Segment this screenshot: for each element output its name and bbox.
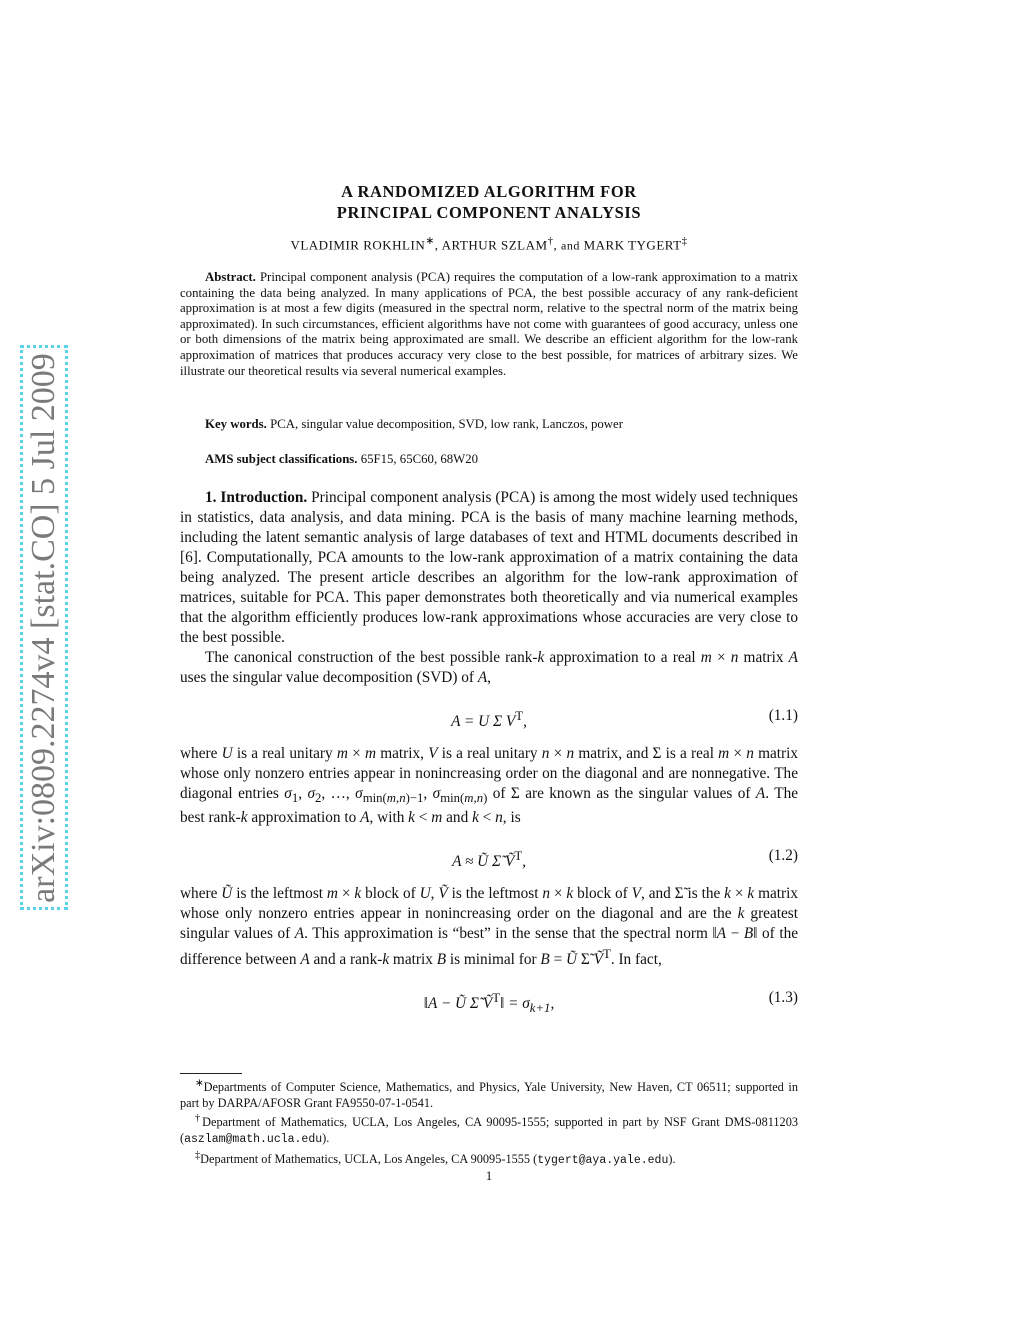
- author-2-mark: †: [547, 235, 554, 247]
- keywords: [205, 417, 623, 432]
- footnote-2-end: ).: [322, 1131, 330, 1146]
- footnote-3-text: Department of Mathematics, UCLA, Los Angeles, CA 90095-1555 (: [200, 1152, 538, 1167]
- intro-paragraph-2: The canonical construction of the best possible rank-k approximation to a real m × n matrix A uses the singular value decomposition (SVD) of A,: [180, 649, 798, 686]
- abstract: [180, 270, 798, 379]
- equation-1-1: [180, 696, 798, 736]
- ams-text: 65F15, 65C60, 68W20: [360, 452, 479, 466]
- footnote-2-text: Department of Mathematics, UCLA, Los Angeles, CA 90095-1555; supported in part by NSF Grant DMS-0811203 (: [180, 1115, 799, 1146]
- title-line-2: PRINCIPAL COMPONENT ANALYSIS: [336, 203, 642, 222]
- paper-title: [180, 181, 798, 223]
- footnote-3: [180, 1148, 798, 1169]
- equation-1-3: [180, 978, 798, 1018]
- author-3: MARK TYGERT: [583, 237, 682, 253]
- main-text: [180, 488, 798, 1026]
- footnote-1: [180, 1076, 798, 1111]
- equation-1-2-body: A ≈ Ũ Σ̃ Ṽ$^T$,: [452, 849, 526, 871]
- footnote-2-email[interactable]: aszlam@math.ucla.edu: [184, 1133, 323, 1147]
- intro-paragraph-1: [180, 488, 798, 648]
- equation-1-3-body: ‖A − Ũ Σ̃ Ṽ$^T$‖ = $\sigma_{k+1}$,: [423, 991, 555, 1016]
- author-1-mark: ∗: [425, 235, 435, 247]
- footnote-3-mark: ‡: [195, 1150, 201, 1162]
- author-2: ARTHUR SZLAM: [441, 237, 548, 253]
- footnote-2-mark: †: [195, 1113, 203, 1125]
- author-1: VLADIMIR ROKHLIN: [290, 237, 426, 253]
- keywords-text: PCA, singular value decomposition, SVD, low rank, Lanczos, power: [270, 417, 623, 431]
- title-line-1: A RANDOMIZED ALGORITHM FOR: [341, 182, 637, 201]
- paragraph-best-approx: where Ũ is the leftmost m × k block of U, Ṽ is the leftmost n × k block of V, and Σ̃ is the k × k matrix whose only nonzero entries appear in nonincreasing order on the diagonal and are the k greatest singular values of A. This approximation is “best” in the sense that the spectral norm ‖A − B‖ of the difference between A and a rank-k matrix B is minimal for B = Ũ Σ̃ Ṽ$^T$. In fact,: [180, 885, 799, 969]
- equation-1-3-number: (1.3): [768, 989, 798, 1007]
- equation-1-1-body: A = U Σ $V^T$,: [451, 709, 527, 731]
- equation-1-1-number: (1.1): [768, 707, 798, 724]
- intro-p1-text: Principal component analysis (PCA) is among the most widely used techniques in statistics, data analysis, and data mining. PCA is the basis of many machine learning methods, including the latent semantic analysis of large databases of text and HTML documents described in [6]. Computationally, PCA amounts to the low-rank approximation of a matrix containing the data being analyzed. The present article describes an algorithm for the low-rank approximation of matrices, suitable for PCA. This paper demonstrates both theoretically and via numerical examples that the algorithm efficiently produces low-rank approximations whose accuracies are very close to the best possible.: [180, 489, 798, 646]
- section-heading: 1. Introduction.: [205, 489, 308, 506]
- footnote-1-text: Departments of Computer Science, Mathematics, and Physics, Yale University, New Haven, CT 06511; supported in part by DARPA/AFOSR Grant FA9550-07-1-0541.: [180, 1080, 798, 1111]
- keywords-label: Key words.: [205, 417, 267, 431]
- arxiv-id: arXiv:0809.2274v4 [stat.CO] 5 Jul 2009: [25, 352, 62, 903]
- equation-1-2-number: (1.2): [768, 847, 798, 865]
- footnotes: [180, 1076, 798, 1169]
- page-number: 1: [485, 1168, 493, 1183]
- author-conjunction: and: [561, 238, 580, 253]
- footnote-3-email[interactable]: tygert@aya.yale.edu: [537, 1154, 669, 1168]
- abstract-text: Principal component analysis (PCA) requires the computation of a low-rank approximation to a matrix containing the data being analyzed. In many applications of PCA, the best possible accuracy of any rank-deficient approximation is at most a few digits (measured in the spectral norm, relative to the spectral norm of the matrix being approximated). In such circumstances, efficient algorithms have not come with guarantees of good accuracy, unless one or both dimensions of the matrix being approximated are small. We describe an efficient algorithm for the low-rank approximation of matrices that produces accuracy very close to the best possible, for matrices of arbitrary sizes. We illustrate our theoretical results via several numerical examples.: [180, 270, 798, 378]
- ams-label: AMS subject classifications.: [205, 452, 358, 466]
- footnote-2: [180, 1111, 798, 1148]
- equation-1-2: [180, 836, 798, 876]
- arxiv-stamp: [20, 345, 68, 910]
- author-3-mark: ‡: [681, 235, 688, 247]
- footnote-1-mark: ∗: [195, 1078, 204, 1089]
- footnote-3-end: ).: [668, 1152, 676, 1167]
- abstract-label: Abstract.: [205, 270, 256, 284]
- author-list: VLADIMIR ROKHLIN∗, ARTHUR SZLAM†, and MARK TYGERT‡: [290, 235, 688, 253]
- paragraph-svd: where U is a real unitary m × m matrix, V is a real unitary n × n matrix, and Σ is a real m × n matrix whose only nonzero entries appear in nonincreasing order on the diagonal and are nonnegative. The diagonal entries $\sigma_1$, $\sigma_2$, …, $\sigma_{min(m,n)-1}$, $\sigma_{min(m,n)}$ of Σ are known as the singular values of A. The best rank-k approximation to A, with k < m and k < n, is: [180, 745, 799, 827]
- footnote-divider: [180, 1073, 242, 1074]
- ams-classifications: [205, 452, 478, 467]
